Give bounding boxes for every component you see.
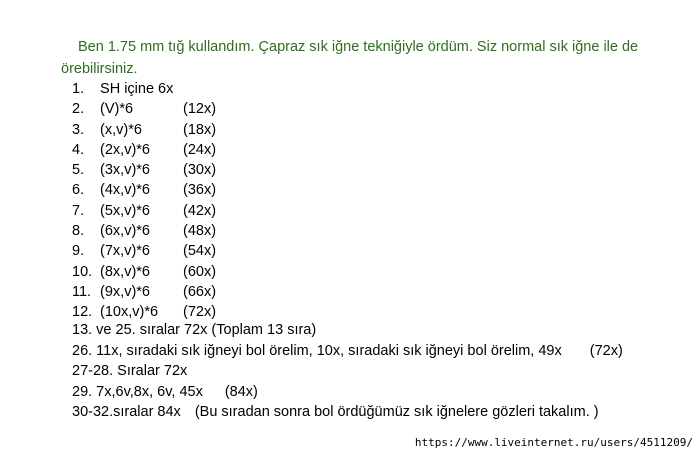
note-line — [72, 382, 623, 403]
note-count: (84x) — [224, 383, 258, 400]
round-instruction: (x,v)*6 — [100, 121, 142, 138]
round-instruction: (4x,v)*6 — [100, 182, 150, 199]
round-instruction: (9x,v)*6 — [100, 283, 150, 300]
round-instruction: (10x,v)*6 — [100, 304, 159, 321]
round-number: 12. — [72, 304, 93, 321]
round-number: 2. — [72, 101, 85, 118]
round-instruction: (V)*6 — [100, 101, 134, 118]
round-stitch-count: (54x) — [183, 243, 217, 260]
round-item — [72, 99, 217, 119]
round-number: 6. — [72, 182, 85, 199]
round-instruction: (6x,v)*6 — [100, 223, 150, 240]
round-instruction: SH içine 6x — [100, 81, 174, 97]
round-instruction: (5x,v)*6 — [100, 202, 150, 219]
round-instruction: (7x,v)*6 — [100, 243, 150, 260]
round-item — [72, 140, 217, 160]
note-line — [72, 320, 623, 341]
round-number: 11. — [72, 283, 92, 300]
round-number: 3. — [72, 121, 85, 138]
note-text: 29. 7x,6v,8x, 6v, 45x — [72, 383, 203, 400]
note-text: 27-28. Sıralar 72x — [72, 363, 188, 380]
round-item — [72, 201, 217, 221]
round-item — [72, 282, 217, 302]
note-remark: (Bu sıradan sonra bol ördüğümüz sık iğnelere gözleri takalım. ) — [194, 404, 599, 421]
round-item — [72, 160, 217, 180]
round-item — [72, 221, 217, 241]
note-text: 30-32.sıralar 84x — [72, 404, 181, 421]
round-number: 5. — [72, 162, 85, 179]
round-stitch-count: (48x) — [183, 223, 217, 240]
round-number: 4. — [72, 141, 85, 158]
round-stitch-count: (36x) — [183, 182, 217, 199]
round-number: 8. — [72, 223, 85, 240]
round-instruction: (3x,v)*6 — [100, 162, 150, 179]
round-item — [72, 241, 217, 261]
round-stitch-count: (42x) — [183, 202, 217, 219]
source-url-link[interactable]: https://www.liveinternet.ru/users/4511209/ — [414, 436, 693, 449]
notes-block — [72, 320, 623, 423]
round-number: 7. — [72, 202, 85, 219]
note-text: 26. 11x, sıradaki sık iğneyi bol örelim, 10x, sıradaki sık iğneyi bol örelim, 49x — [72, 342, 562, 359]
note-line — [72, 361, 623, 382]
round-stitch-count: (30x) — [183, 162, 217, 179]
round-instruction: (8x,v)*6 — [100, 263, 150, 280]
round-item — [72, 120, 217, 140]
round-stitch-count: (18x) — [183, 121, 217, 138]
round-number: 9. — [72, 243, 85, 260]
round-stitch-count: (60x) — [183, 263, 217, 280]
round-item — [72, 180, 217, 200]
note-line — [72, 402, 623, 423]
intro-line-1: Ben 1.75 mm tığ kullandım. Çapraz sık iğne tekniğiyle ördüm. Siz normal sık iğne ile de — [78, 39, 639, 55]
round-number: 1. — [72, 81, 85, 97]
round-instruction: (2x,v)*6 — [100, 141, 150, 158]
round-stitch-count: (72x) — [183, 304, 217, 321]
round-number: 10. — [72, 263, 93, 280]
round-stitch-count: (12x) — [183, 101, 217, 118]
intro-paragraph — [61, 36, 691, 80]
round-stitch-count: (24x) — [183, 141, 217, 158]
intro-line-2: örebilirsiniz. — [61, 61, 138, 77]
round-list — [72, 79, 217, 323]
round-stitch-count: (66x) — [183, 283, 217, 300]
round-item — [72, 262, 217, 282]
note-line — [72, 341, 623, 362]
note-text: 13. ve 25. sıralar 72x (Toplam 13 sıra) — [72, 322, 317, 338]
round-item — [72, 79, 173, 99]
note-count: (72x) — [589, 342, 623, 359]
